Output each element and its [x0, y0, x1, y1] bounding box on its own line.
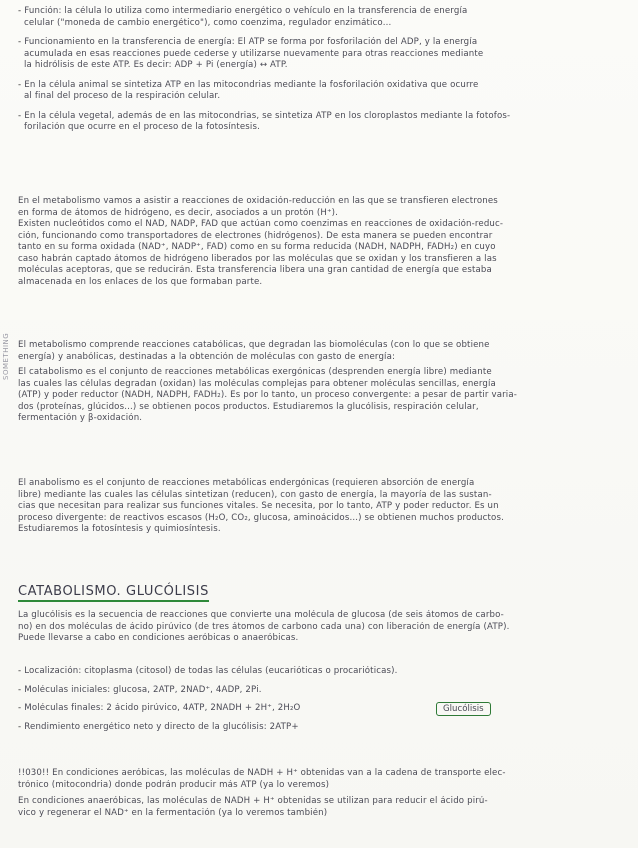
section-redox: [18, 196, 624, 288]
line: - En la célula animal se sintetiza ATP en las mitocondrias mediante la fosforilación oxidativa que ocurre: [18, 79, 479, 90]
section-title: [18, 580, 624, 602]
line: en forma de átomos de hidrógeno, es decir, asociados a un protón (H⁺).: [18, 207, 339, 218]
line: caso habrán captado átomos de hidrógeno liberados por las moléculas que se oxidan y los transfieren a las: [18, 253, 497, 264]
line: no) en dos moléculas de ácido pirúvico (de tres átomos de carbono cada una) con liberación de energía (ATP).: [18, 621, 510, 632]
line: !!030!! En condiciones aeróbicas, las moléculas de NADH + H⁺ obtenidas van a la cadena de transporte elec-: [18, 768, 506, 778]
list-item: - Moléculas finales: 2 ácido pirúvico, 4ATP, 2NADH + 2H⁺, 2H₂O: [18, 703, 301, 713]
list-item: - Localización: citoplasma (citosol) de todas las células (eucarióticas o procarióticas).: [18, 666, 398, 676]
line: trónico (mitocondria) donde podrán producir más ATP (ya lo veremos): [18, 779, 330, 790]
line: El metabolismo comprende reacciones catabólicas, que degradan las biomoléculas (con lo que se obtiene: [18, 340, 490, 350]
line: cias que necesitan para realizar sus funciones vitales. Se necesita, por lo tanto, ATP y poder reductor. Es un: [18, 501, 499, 511]
line: las cuales las células degradan (oxidan) las moléculas complejas para obtener moléculas sencillas, energía: [18, 378, 496, 389]
section-conditions: [18, 768, 624, 819]
line: libre) mediante las cuales las células sintetizan (reducen), con gasto de energía, la mayoría de las sustan-: [18, 489, 492, 500]
line: Existen nucleótidos como el NAD, NADP, FAD que actúan como coenzimas en reacciones de oxidación-reduc-: [18, 219, 504, 229]
line: - En la célula vegetal, además de en las mitocondrias, se sintetiza ATP en los cloroplastos mediante la fotofos-: [18, 110, 511, 121]
line: - Función: la célula lo utiliza como intermediario energético o vehículo en la transferencia de energía: [18, 6, 468, 16]
section-glycolysis: [18, 610, 624, 645]
line: celular ("moneda de cambio energético"), como coenzima, regulador enzimático...: [24, 17, 392, 28]
line: En condiciones anaeróbicas, las moléculas de NADH + H⁺ obtenidas se utilizan para reducir el ácido pirú-: [18, 796, 488, 806]
margin-note: SOMETHING: [2, 332, 10, 380]
line: forilación que ocurre en el proceso de la fotosíntesis.: [24, 122, 260, 132]
line: (ATP) y poder reductor (NADH, NADPH, FADH₂). Es por lo tanto, un proceso convergente: a pesar de partir varia-: [18, 390, 517, 400]
line: - Funcionamiento en la transferencia de energía: El ATP se forma por fosforilación del ADP, y la energía: [18, 37, 478, 47]
list-item: - Rendimiento energético neto y directo de la glucólisis: 2ATP+: [18, 721, 299, 732]
section-atp-function: [18, 6, 624, 134]
line: proceso divergente: de reactivos escasos (H₂O, CO₂, glucosa, aminoácidos...) se obtienen muchos productos.: [18, 512, 504, 523]
line: Puede llevarse a cabo en condiciones aeróbicas o anaeróbicas.: [18, 633, 299, 643]
line: moléculas aceptoras, que se reducirán. Esta transferencia libera una gran cantidad de energía que estaba: [18, 265, 492, 275]
line: dos (proteínas, glúcidos...) se obtienen pocos productos. Estudiaremos la glucólisis, respiración celular,: [18, 401, 479, 412]
line: vico y regenerar el NAD⁺ en la fermentación (ya lo veremos también): [18, 807, 328, 818]
glucolisis-box: Glucólisis: [436, 702, 491, 716]
line: Estudiaremos la fotosíntesis y quimiosíntesis.: [18, 524, 221, 534]
section-anabolism: [18, 478, 624, 536]
glycolysis-list: [18, 666, 624, 733]
line: almacenada en los enlaces de los que formaban parte.: [18, 276, 263, 287]
line: El catabolismo es el conjunto de reacciones metabólicas exergónicas (desprenden energía libre) mediante: [18, 367, 492, 377]
line: la hidrólisis de este ATP. Es decir: ADP + Pi (energía) ↔ ATP.: [24, 60, 288, 70]
line: fermentación y β-oxidación.: [18, 413, 143, 423]
list-item: - Moléculas iniciales: glucosa, 2ATP, 2NAD⁺, 4ADP, 2Pi.: [18, 684, 262, 695]
line: El anabolismo es el conjunto de reacciones metabólicas endergónicas (requieren absorción de energía: [18, 478, 475, 488]
line: ción, funcionando como transportadores de electrones (hidrógenos). De esta manera se pueden encontrar: [18, 230, 493, 241]
line: al final del proceso de la respiración celular.: [24, 91, 221, 101]
line: energía) y anabólicas, destinadas a la obtención de moléculas con gasto de energía:: [18, 351, 396, 362]
line: acumulada en esas reacciones puede cederse y utilizarse nuevamente para otras reacciones mediante: [24, 48, 484, 59]
line: tanto en su forma oxidada (NAD⁺, NADP⁺, FAD) como en su forma reducida (NADH, NADPH, FADH₂) en cuyo: [18, 242, 496, 252]
catabolismo-title: CATABOLISMO. GLUCÓLISIS: [18, 584, 209, 602]
section-catabolism: [18, 340, 624, 425]
line: En el metabolismo vamos a asistir a reacciones de oxidación-reducción en las que se transfieren electrones: [18, 196, 498, 206]
line: La glucólisis es la secuencia de reacciones que convierte una molécula de glucosa (de seis átomos de carbo-: [18, 610, 504, 620]
